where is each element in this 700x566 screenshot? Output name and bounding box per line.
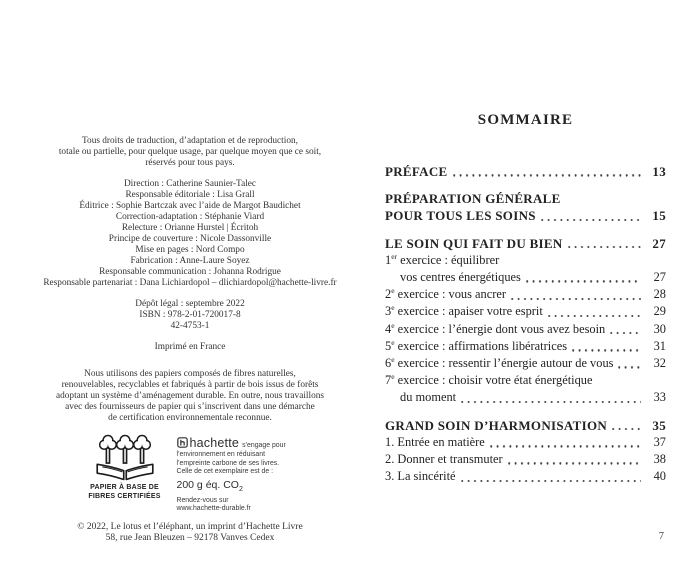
toc-ordinal: 7 — [385, 373, 392, 388]
toc-entry-label — [385, 338, 567, 355]
toc-entry — [385, 286, 666, 303]
toc-title: SOMMAIRE — [477, 112, 574, 128]
credit-line: Fabrication : Anne-Laure Soyez — [130, 256, 250, 266]
eco-line: l’environnement en réduisant — [176, 451, 265, 459]
dot-leader — [524, 280, 641, 282]
toc-label-text: du moment — [400, 390, 457, 405]
toc-entry — [385, 372, 666, 389]
toc-group-preface — [385, 163, 666, 180]
toc-label-text: exercice : vous ancrer — [394, 287, 506, 302]
toc-ordinal-suffix: e — [391, 286, 395, 296]
toc-ordinal: 4 — [385, 321, 392, 336]
credit-line: Principe de couverture : Nicole Dassonville — [108, 234, 272, 244]
toc-ordinal-suffix: e — [391, 337, 395, 347]
toc-label-text: exercice : équilibrer — [397, 252, 500, 267]
toc-ordinal: 1 — [385, 252, 392, 267]
credits-list — [30, 179, 350, 289]
toc-ordinal-suffix: er — [391, 251, 398, 261]
paper-caption-line: FIBRES CERTIFIÉES — [88, 492, 161, 500]
hachette-brand-line — [177, 436, 299, 450]
paper-caption-line: PAPIER À BASE DE — [90, 484, 159, 491]
toc-entry-label — [385, 355, 613, 372]
toc-entry — [385, 269, 666, 286]
dot-leader — [459, 480, 641, 482]
toc-ordinal: 6 — [385, 356, 392, 371]
rights-line: réservés pour tous pays. — [145, 158, 235, 168]
toc-ordinal-suffix: e — [391, 372, 395, 382]
credit-line: Correction-adaptation : Stéphanie Viard — [115, 212, 265, 222]
rights-line: Tous droits de traduction, d’adaptation et de reproduction, — [82, 136, 298, 146]
toc-entry-label — [385, 207, 536, 224]
toc-entry-label — [385, 372, 592, 389]
dot-leader — [546, 315, 641, 317]
credit-line: Relecture : Orianne Hurstel | Écritoh — [121, 223, 259, 233]
dot-leader — [488, 445, 641, 447]
dot-leader — [451, 174, 641, 176]
toc-group-soin-bien — [385, 235, 666, 407]
dot-leader — [539, 219, 641, 221]
toc-label-text: PRÉFACE — [385, 164, 448, 179]
printed-in — [30, 342, 350, 353]
certified-paper-logo — [82, 434, 168, 501]
toc-entry — [385, 338, 666, 355]
credit-line: Mise en pages : Nord Compo — [135, 245, 245, 255]
legal-line: Dépôt légal : septembre 2022 — [135, 299, 245, 309]
durable-url: www.hachette-durable.fr — [176, 505, 251, 513]
dot-leader — [566, 246, 641, 248]
hachette-logo-icon — [177, 437, 188, 448]
dot-leader — [459, 401, 641, 403]
dot-leader — [608, 332, 641, 334]
co2-text: 200 g éq. CO — [176, 478, 239, 491]
toc-page-number: 29 — [653, 304, 666, 319]
paper-line: de certification environnementale reconnue. — [108, 413, 272, 423]
toc-label-text: GRAND SOIN D’HARMONISATION — [385, 417, 608, 433]
toc-label-text: 3. La sincérité — [385, 469, 456, 484]
toc-ordinal-suffix: e — [391, 354, 395, 364]
toc-entry — [385, 389, 666, 406]
toc-entry — [385, 207, 666, 224]
toc-page-number: 40 — [653, 469, 666, 484]
toc-ordinal: 3 — [385, 304, 392, 319]
toc-entry-label — [400, 269, 521, 286]
toc-page — [385, 112, 666, 495]
colophon-page — [30, 136, 350, 544]
toc-entry-label — [385, 321, 605, 338]
toc-ordinal-suffix: e — [391, 320, 395, 330]
credit-line: Responsable communication : Johanna Rodrigue — [99, 267, 281, 277]
page-number: 7 — [658, 531, 664, 542]
address-line: 58, rue Jean Bleuzen – 92178 Vanves Cedex — [105, 532, 275, 543]
visit-line: Rendez-vous sur — [176, 496, 229, 504]
toc-page-number: 38 — [653, 452, 666, 467]
toc-entry-label — [385, 303, 543, 320]
toc-entry-label — [400, 389, 456, 406]
toc-page-number: 32 — [653, 356, 666, 371]
toc-label-text: PRÉPARATION GÉNÉRALE — [385, 191, 561, 207]
paper-line: Nous utilisons des papiers composés de fibres naturelles, — [84, 369, 296, 379]
toc-page-number: 33 — [653, 390, 666, 405]
hachette-tagline: s’engage pour — [242, 442, 286, 449]
credit-line: Direction : Catherine Saunier-Talec — [123, 179, 257, 189]
eco-line: Celle de cet exemplaire est de : — [176, 468, 274, 476]
trees-book-icon — [93, 434, 157, 482]
toc-label-text: vos centres énergétiques — [400, 270, 521, 285]
paper-line: renouvelables, recyclables et fabriqués à partir de bois issus de forêts — [61, 380, 319, 390]
printed-line: Imprimé en France — [154, 342, 226, 352]
toc-ordinal-suffix: e — [391, 303, 395, 313]
toc-entry-label — [385, 468, 456, 485]
eco-line: l’empreinte carbone de ses livres. — [176, 459, 280, 467]
toc-ordinal: 5 — [385, 338, 392, 353]
hachette-brand: hachette — [189, 436, 240, 450]
toc-entry-label — [385, 434, 485, 451]
toc-entry — [385, 434, 666, 451]
toc-label-text: POUR TOUS LES SOINS — [385, 208, 536, 224]
toc-group-preparation — [385, 190, 666, 224]
isbn-line: ISBN : 978-2-01-720017-8 — [139, 310, 241, 320]
toc-page-number: 28 — [653, 287, 666, 302]
logos-row — [30, 434, 350, 514]
reference-line: 42-4753-1 — [170, 321, 210, 331]
toc-page-number: 27 — [653, 270, 666, 285]
toc-label-text: exercice : ressentir l’énergie autour de vous — [394, 356, 614, 371]
dot-leader — [610, 428, 641, 430]
hachette-eco-block — [177, 434, 299, 514]
paper-line: adoptant un système d’aménagement durable. En outre, nous travaillons — [56, 391, 324, 401]
toc-label-text: LE SOIN QUI FAIT DU BIEN — [385, 235, 563, 251]
toc-entry — [385, 355, 666, 372]
toc-entry-label — [385, 235, 563, 252]
toc-group-harmonisation — [385, 417, 666, 486]
toc-label-text: exercice : apaiser votre esprit — [394, 304, 543, 319]
toc-entry — [385, 252, 666, 269]
rights-line: totale ou partielle, pour quelque usage, par quelque moyen que ce soit, — [58, 147, 322, 157]
toc-entry-label — [385, 286, 506, 303]
paper-line: avec des fournisseurs de papier qui s’inscrivent dans une démarche — [65, 402, 315, 412]
toc-page-number: 37 — [653, 434, 666, 449]
toc-ordinal: 2 — [385, 287, 392, 302]
credit-line: Responsable éditoriale : Lisa Grall — [125, 190, 255, 200]
paper-notice — [30, 369, 350, 424]
toc-page-number: 30 — [653, 321, 666, 336]
toc-label-text: exercice : affirmations libératrices — [394, 338, 568, 353]
toc-entry — [385, 163, 666, 180]
toc-entry — [385, 451, 666, 468]
toc-entry-label — [385, 451, 503, 468]
toc-page-number: 27 — [652, 235, 666, 251]
toc-entry-label — [385, 417, 607, 434]
toc-entry — [385, 235, 666, 252]
legal-block — [30, 299, 350, 332]
toc-entry-label — [385, 163, 448, 180]
toc-entry — [385, 190, 666, 207]
copyright-line: © 2022, Le lotus et l’éléphant, un imprint d’Hachette Livre — [77, 521, 303, 532]
co2-value — [177, 479, 299, 496]
rights-notice — [30, 136, 350, 169]
toc-page-number: 31 — [653, 338, 666, 353]
toc-label-text: exercice : l’énergie dont vous avez besoin — [394, 321, 606, 336]
dot-leader — [570, 349, 641, 351]
toc-entry — [385, 468, 666, 485]
toc-entry-label — [385, 190, 561, 207]
toc-page-number: 15 — [652, 208, 666, 224]
dot-leader — [506, 462, 641, 464]
toc-page-number: 35 — [652, 417, 666, 433]
credit-line: Responsable partenariat : Dana Lichiardopol – dlichiardopol@hachette-livre.fr — [43, 278, 337, 288]
toc-entry — [385, 321, 666, 338]
dot-leader — [509, 298, 641, 300]
copyright-block — [30, 522, 350, 544]
toc-label-text: 1. Entrée en matière — [385, 434, 485, 449]
paper-logo-caption — [82, 484, 168, 501]
toc-entry-label — [385, 252, 499, 269]
toc-entry — [385, 303, 666, 320]
co2-subscript: 2 — [238, 485, 243, 493]
toc-label-text: 2. Donner et transmuter — [385, 452, 503, 467]
toc-entry — [385, 417, 666, 434]
dot-leader — [616, 366, 641, 368]
toc-page-number: 13 — [652, 164, 666, 179]
credit-line: Éditrice : Sophie Bartczak avec l’aide de Margot Baudichet — [79, 201, 301, 211]
toc-label-text: exercice : choisir votre état énergétique — [394, 373, 593, 388]
